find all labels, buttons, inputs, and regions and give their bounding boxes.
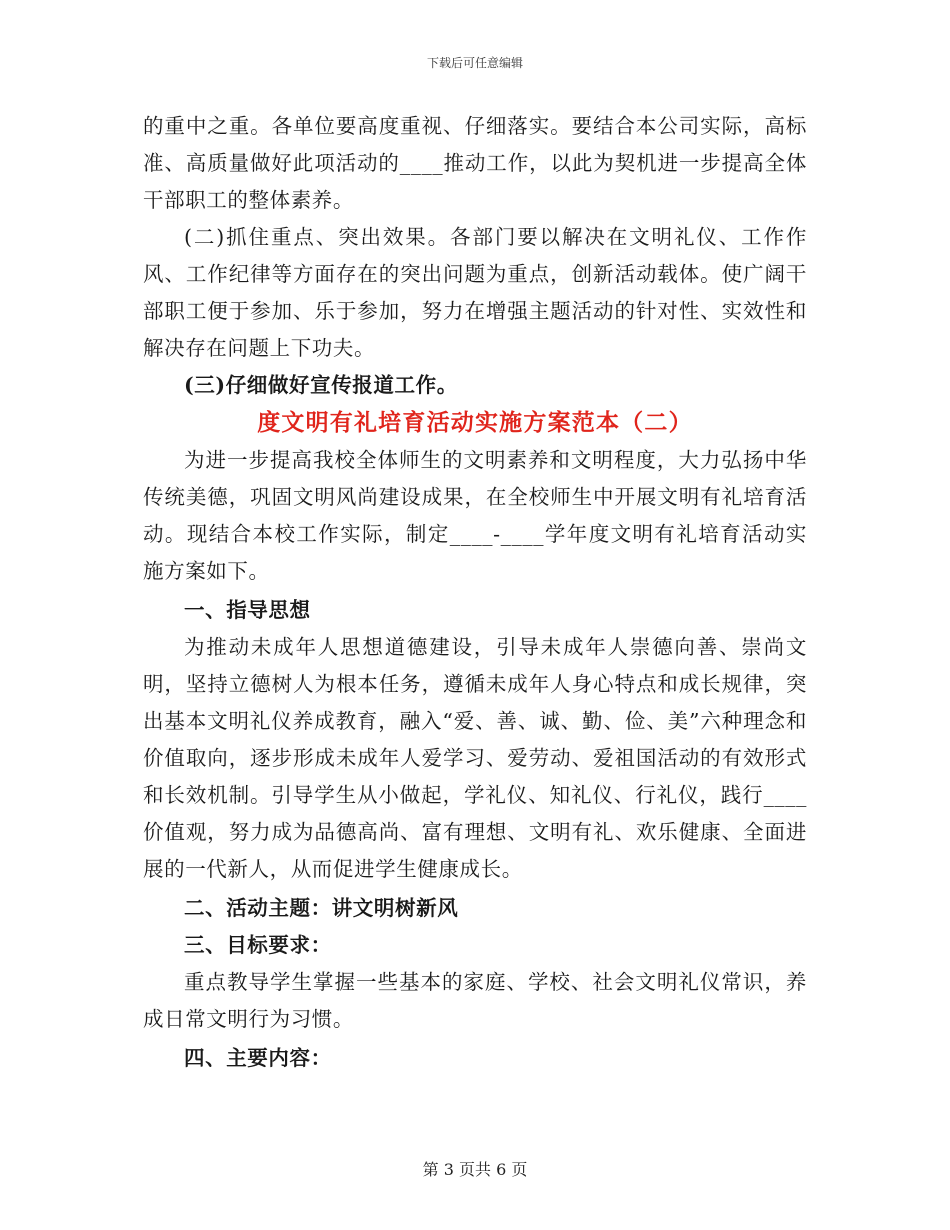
section-heading-goals: 三、目标要求： [184, 933, 332, 957]
document-body [143, 108, 807, 1077]
document-title: 度文明有礼培育活动实施方案范本（二） [257, 409, 693, 436]
paragraph-guiding-thought: 为推动未成年人思想道德建设，引导未成年人崇德向善、崇尚文明，坚持立德树人为根本任务，遵循未成年人身心特点和成长规律，突出基本文明礼仪养成教育，融入“爱、善、诚、勤、俭、美”六种理念和价值取向，逐步形成未成年人爱学习、爱劳动、爱祖国活动的有效形式和长效机制。引导学生从小做起，学礼仪、知礼仪、行礼仪，践行____价值观，努力成为品德高尚、富有理想、文明有礼、欢乐健康、全面进展的一代新人，从而促进学生健康成长。 [143, 635, 807, 881]
paragraph-continuation: 的重中之重。各单位要高度重视、仔细落实。要结合本公司实际，高标准、高质量做好此项活动的____推动工作，以此为契机进一步提高全体干部职工的整体素养。 [143, 114, 807, 212]
section-heading-main-content: 四、主要内容： [184, 1046, 332, 1070]
header-note: 下载后可任意编辑 [426, 56, 523, 70]
paragraph-point-three: (三)仔细做好宣传报道工作。 [184, 373, 458, 397]
section-heading-theme: 二、活动主题：讲文明树新风 [184, 896, 459, 920]
paragraph-goals: 重点教导学生掌握一些基本的家庭、学校、社会文明礼仪常识，养成日常文明行为习惯。 [143, 970, 807, 1031]
page-number: 第 3 页共 6 页 [422, 1160, 528, 1179]
paragraph-intro: 为进一步提高我校全体师生的文明素养和文明程度，大力弘扬中华传统美德，巩固文明风尚建设成果，在全校师生中开展文明有礼培育活动。现结合本校工作实际，制定____-____学年度文明有礼培育活动实施方案如下。 [143, 448, 807, 583]
section-heading-guiding-thought: 一、指导思想 [184, 598, 311, 622]
paragraph-point-two: (二)抓住重点、突出效果。各部门要以解决在文明礼仪、工作作风、工作纪律等方面存在的突出问题为重点，创新活动载体。使广阔干部职工便于参加、乐于参加，努力在增强主题活动的针对性、实效性和解决存在问题上下功夫。 [143, 225, 807, 360]
